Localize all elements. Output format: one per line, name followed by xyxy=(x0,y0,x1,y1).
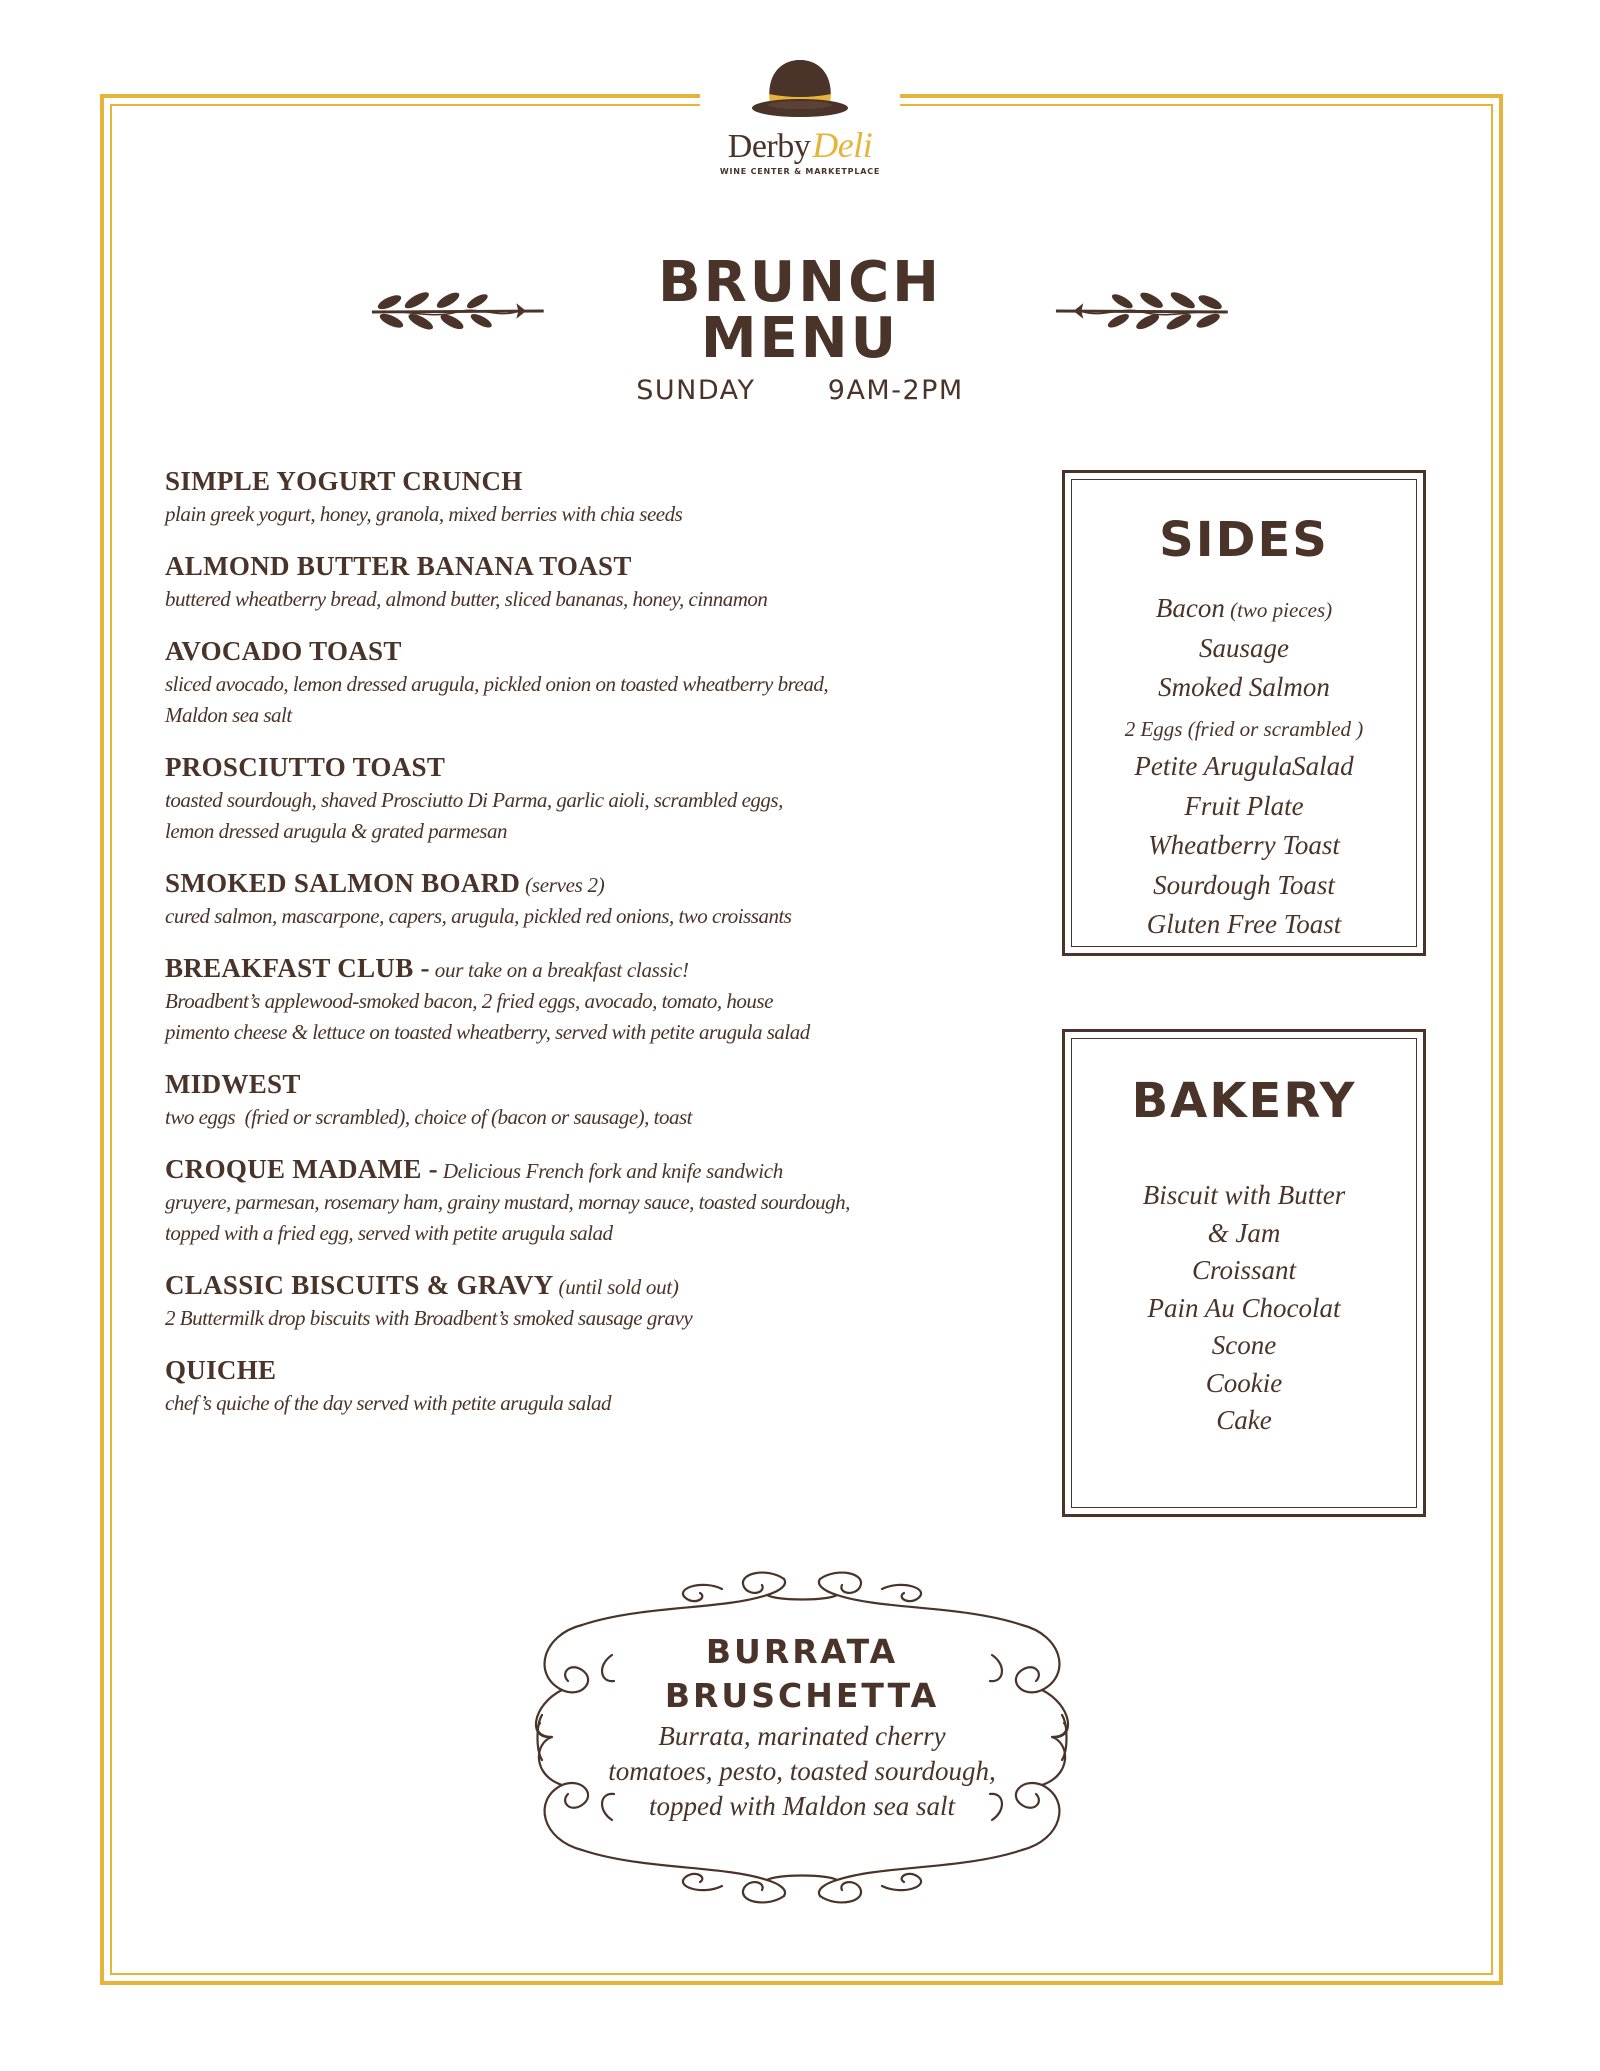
list-item: 2 Eggs (fried or scrambled ) xyxy=(1124,716,1364,741)
menu-item-name: AVOCADO TOAST xyxy=(165,636,402,666)
menu-item-name: SMOKED SALMON BOARD xyxy=(165,868,521,898)
list-item: Fruit Plate xyxy=(1184,790,1304,821)
menu-item-name: CLASSIC BISCUITS & GRAVY xyxy=(165,1270,554,1300)
list-item: Bacon (two pieces) xyxy=(1155,593,1333,623)
menu-item-description: pimento cheese & lettuce on toasted wheatberry, served with petite arugula salad xyxy=(165,1020,810,1044)
menu-item xyxy=(165,867,985,932)
featured-item-title: BRUSCHETTA xyxy=(664,1676,940,1715)
list-item: Wheatberry Toast xyxy=(1148,830,1340,860)
menu-item-description: two eggs (fried or scrambled), choice of (bacon or sausage), toast xyxy=(165,1105,693,1129)
logo-name-accent: Deli xyxy=(812,125,873,165)
logo-tagline: WINE CENTER & MARKETPLACE xyxy=(719,167,881,176)
sides-list xyxy=(1072,590,1416,946)
featured-item-title: BURRATA xyxy=(705,1632,899,1671)
menu-item xyxy=(165,465,985,530)
menu-item-name: BREAKFAST CLUB - xyxy=(165,953,430,983)
menu-item-name: QUICHE xyxy=(165,1355,277,1385)
derby-deli-logo xyxy=(700,40,900,200)
menu-item xyxy=(165,1068,985,1133)
menu-item xyxy=(165,1153,985,1249)
featured-item-description: Burrata, marinated cherry xyxy=(658,1721,946,1751)
list-item: Croissant xyxy=(1191,1255,1297,1285)
menu-item-description: Maldon sea salt xyxy=(165,703,292,727)
menu-item-description: topped with a fried egg, served with petite arugula salad xyxy=(165,1221,613,1245)
menu-item-description: gruyere, parmesan, rosemary ham, grainy mustard, mornay sauce, toasted sourdough, xyxy=(165,1190,850,1214)
menu-item-description: Broadbent’s applewood-smoked bacon, 2 fried eggs, avocado, tomato, house xyxy=(165,989,773,1013)
list-item: Cake xyxy=(1216,1405,1272,1435)
menu-items-list xyxy=(165,465,985,1439)
featured-item-description: tomatoes, pesto, toasted sourdough, xyxy=(608,1756,996,1786)
sides-title: SIDES xyxy=(1159,512,1329,568)
laurel-right-icon xyxy=(1054,286,1230,336)
menu-item-name: PROSCIUTTO TOAST xyxy=(165,752,446,782)
menu-item xyxy=(165,1354,985,1419)
bakery-box xyxy=(1062,1029,1426,1517)
sides-box xyxy=(1062,470,1426,956)
menu-item-description: cured salmon, mascarpone, capers, arugula, pickled red onions, two croissants xyxy=(165,904,792,928)
menu-item-note: (until sold out) xyxy=(553,1275,679,1299)
list-item: Cookie xyxy=(1205,1367,1283,1398)
list-item: Gluten Free Toast xyxy=(1146,909,1342,939)
featured-item-burrata xyxy=(522,1565,1082,1910)
list-item: & Jam xyxy=(1207,1217,1281,1248)
menu-item-name: CROQUE MADAME - xyxy=(165,1154,438,1184)
list-item: Pain Au Chocolat xyxy=(1147,1292,1341,1323)
menu-item-note: Delicious French fork and knife sandwich xyxy=(437,1159,784,1183)
bowler-hat-icon xyxy=(740,54,860,124)
logo-name-main: Derby xyxy=(727,128,811,165)
menu-item-description: lemon dressed arugula & grated parmesan xyxy=(165,819,507,843)
menu-item xyxy=(165,550,985,615)
menu-item xyxy=(165,635,985,731)
featured-item-description: topped with Maldon sea salt xyxy=(649,1791,955,1821)
bakery-list xyxy=(1072,1177,1416,1440)
menu-header xyxy=(370,250,1230,406)
laurel-left-icon xyxy=(370,286,546,336)
list-item: Sausage xyxy=(1199,632,1289,663)
menu-item xyxy=(165,1269,985,1334)
list-item: Biscuit with Butter xyxy=(1142,1180,1346,1210)
page-title: BRUNCH MENU xyxy=(657,250,943,371)
bakery-title: BAKERY xyxy=(1131,1073,1357,1129)
logo-wordmark xyxy=(700,124,900,166)
list-item: Scone xyxy=(1211,1330,1277,1360)
menu-item-description: 2 Buttermilk drop biscuits with Broadbent’s smoked sausage gravy xyxy=(165,1306,693,1330)
menu-item-description: toasted sourdough, shaved Prosciutto Di Parma, garlic aioli, scrambled eggs, xyxy=(165,788,783,812)
list-item: Petite ArugulaSalad xyxy=(1134,751,1354,781)
menu-hours: SUNDAY 9AM-2PM xyxy=(636,375,964,406)
list-item: Smoked Salmon xyxy=(1158,672,1330,702)
menu-item-name: ALMOND BUTTER BANANA TOAST xyxy=(165,551,632,581)
menu-item-description: buttered wheatberry bread, almond butter, sliced bananas, honey, cinnamon xyxy=(165,587,768,611)
menu-item-name: MIDWEST xyxy=(165,1069,301,1099)
list-item: Sourdough Toast xyxy=(1153,869,1335,900)
menu-item-name: SIMPLE YOGURT CRUNCH xyxy=(165,466,523,496)
sides-box-inner-border xyxy=(1071,479,1417,947)
menu-item xyxy=(165,751,985,847)
menu-item-note: our take on a breakfast classic! xyxy=(429,958,689,982)
menu-item-description: sliced avocado, lemon dressed arugula, pickled onion on toasted wheatberry bread, xyxy=(165,672,829,696)
menu-item-description: plain greek yogurt, honey, granola, mixed berries with chia seeds xyxy=(165,502,683,526)
menu-item-note: (serves 2) xyxy=(520,873,605,897)
menu-item xyxy=(165,952,985,1048)
bakery-box-inner-border xyxy=(1071,1038,1417,1508)
menu-item-description: chef’s quiche of the day served with petite arugula salad xyxy=(165,1391,612,1415)
